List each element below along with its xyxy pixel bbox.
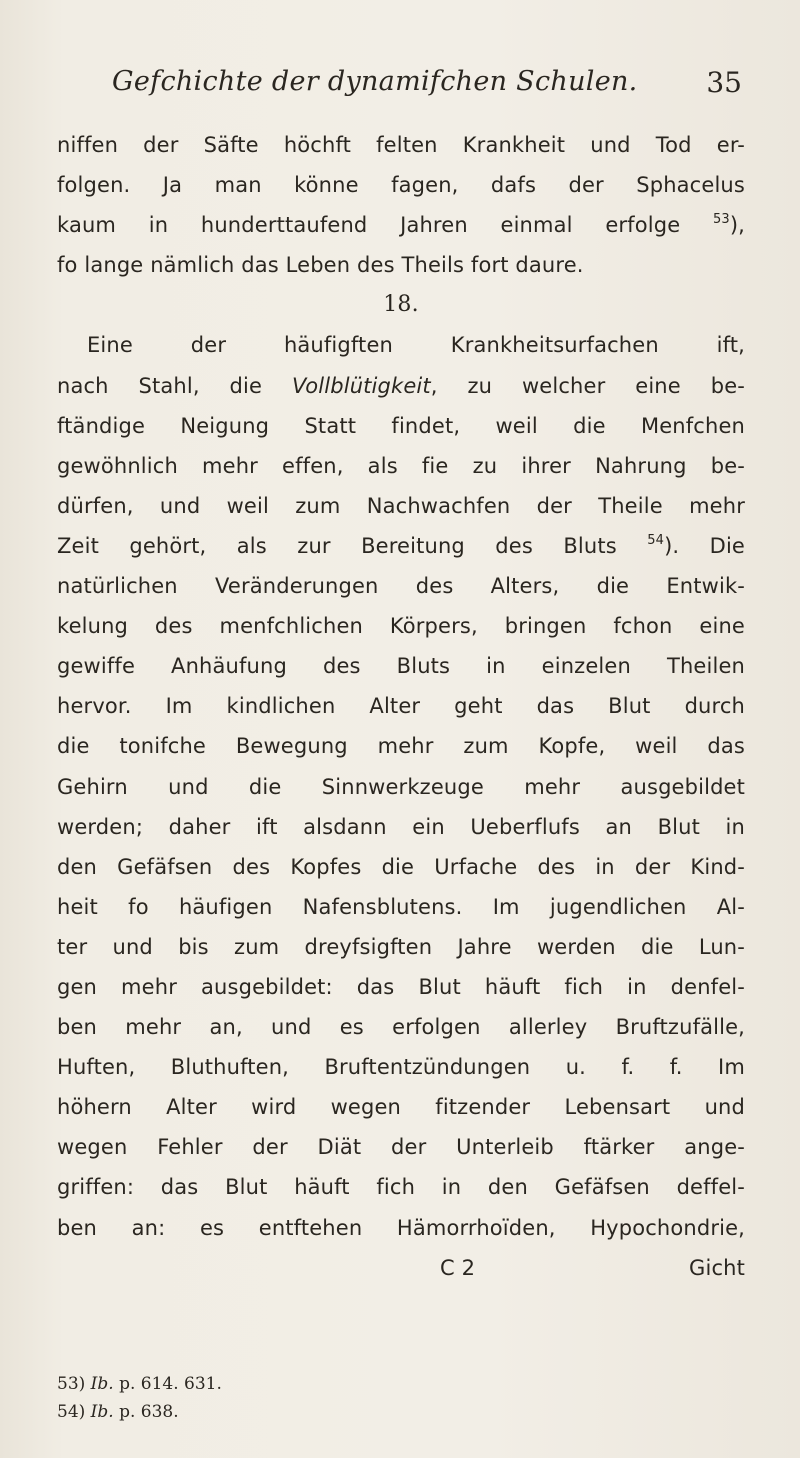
text-line: gewöhnlich mehr effen, als fie zu ihrer Nahrung be- xyxy=(57,453,745,478)
text-line: heit fo häufigen Nafensblutens. Im jugendlichen Al- xyxy=(57,894,745,919)
catchword: Gicht xyxy=(689,1255,745,1280)
footnote-54 xyxy=(57,1398,457,1426)
running-title: Gefchichte der dynamifchen Schulen. xyxy=(112,66,638,97)
text-line: gen mehr ausgebildet: das Blut häuft fich in denfel- xyxy=(57,974,745,999)
text-line xyxy=(57,366,745,406)
footnote-reference-54[interactable]: 54 xyxy=(647,532,665,548)
footnote-ibidem: Ib. xyxy=(90,1374,114,1394)
signature-mark: C 2 xyxy=(440,1255,476,1280)
text-line: griffen: das Blut häuft fich in den Gefäfsen deffel- xyxy=(57,1175,745,1200)
footnote-number: 54) xyxy=(57,1402,86,1422)
text-line: Gehirn und die Sinnwerkzeuge mehr ausgebildet xyxy=(57,774,745,799)
body-text xyxy=(57,125,745,1288)
footnote-reference: p. 614. 631. xyxy=(119,1374,222,1394)
page-number: 35 xyxy=(706,66,742,99)
text-line: gewiffe Anhäufung des Bluts in einzelen Theilen xyxy=(57,654,745,679)
text-line: fo lange nämlich das Leben des Theils fort daure. xyxy=(57,253,584,278)
text-line: höhern Alter wird wegen fitzender Lebensart und xyxy=(57,1095,745,1120)
footnote-reference: p. 638. xyxy=(119,1402,179,1422)
section-number: 18. xyxy=(383,292,419,318)
text-line: niffen der Säfte höchft felten Krankheit und Tod er- xyxy=(57,133,745,157)
text-line xyxy=(57,205,745,245)
text-line: Huften, Bluthuften, Bruftentzündungen u. f. f. Im xyxy=(57,1055,745,1080)
signature-line xyxy=(57,1248,745,1288)
footnote-ibidem: Ib. xyxy=(90,1402,114,1422)
text-line: werden; daher ift alsdann ein Ueberflufs an Blut in xyxy=(57,814,745,839)
text-line: ben mehr an, und es erfolgen allerley Bruftzufälle, xyxy=(57,1015,745,1040)
text-line: wegen Fehler der Diät der Unterleib ftärker ange- xyxy=(57,1135,745,1160)
footnotes xyxy=(57,1370,457,1426)
text-line: ftändige Neigung Statt findet, weil die Menfchen xyxy=(57,413,745,438)
text-line: Eine der häufigften Krankheitsurfachen ift, xyxy=(87,333,745,358)
text-segment: Zeit gehört, als zur Bereitung des Bluts xyxy=(57,533,617,558)
emphasis-term: Vollblütigkeit xyxy=(291,373,431,398)
footnote-53 xyxy=(57,1370,457,1398)
text-line: natürlichen Veränderungen des Alters, die Entwik- xyxy=(57,574,745,599)
text-line: die tonifche Bewegung mehr zum Kopfe, weil das xyxy=(57,734,745,759)
text-line xyxy=(57,526,745,566)
text-line: ben an: es entftehen Hämorrhoïden, Hypochondrie, xyxy=(57,1215,745,1240)
text-line: folgen. Ja man könne fagen, dafs der Sphacelus xyxy=(57,173,745,198)
text-segment: nach Stahl, die xyxy=(57,373,263,398)
text-line: den Gefäfsen des Kopfes die Urfache des in der Kind- xyxy=(57,854,745,879)
text-segment: , zu welcher eine be- xyxy=(430,373,745,398)
text-segment: ). Die xyxy=(664,533,746,558)
text-segment: kaum in hunderttaufend Jahren einmal erfolge xyxy=(57,213,681,238)
text-segment: ), xyxy=(729,213,745,238)
running-head xyxy=(112,66,742,106)
text-line: kelung des menfchlichen Körpers, bringen fchon eine xyxy=(57,614,745,639)
footnote-number: 53) xyxy=(57,1374,86,1394)
text-line: hervor. Im kindlichen Alter geht das Blut durch xyxy=(57,694,745,719)
text-line: ter und bis zum dreyfsigften Jahre werden die Lun- xyxy=(57,934,745,959)
footnote-reference-53[interactable]: 53 xyxy=(712,212,730,228)
text-line: dürfen, und weil zum Nachwachfen der Theile mehr xyxy=(57,493,745,518)
